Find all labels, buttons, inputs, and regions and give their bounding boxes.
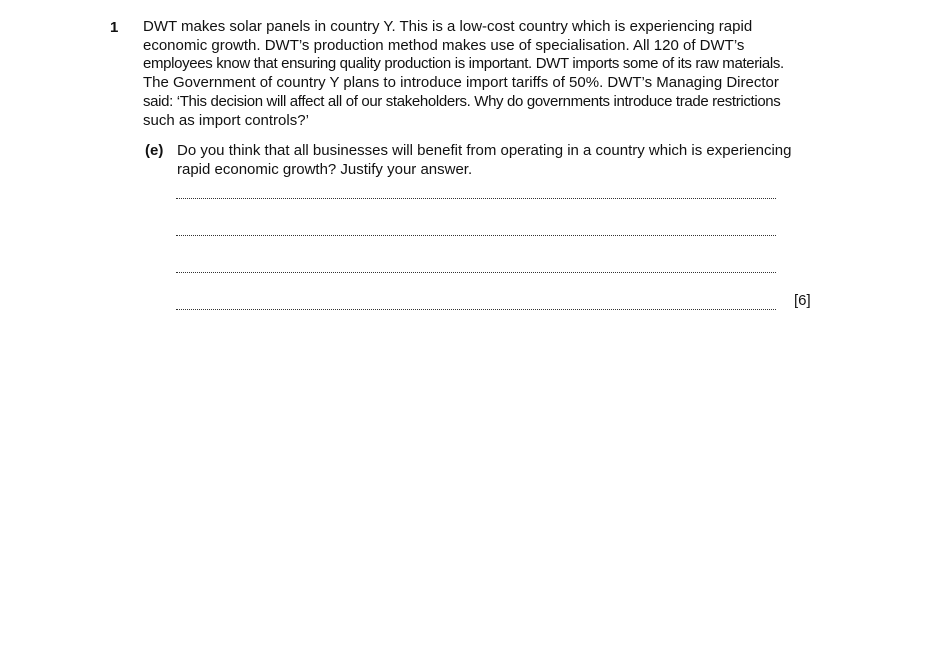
answer-line[interactable] <box>176 309 776 310</box>
question-stem <box>143 18 823 130</box>
stem-line: DWT makes solar panels in country Y. This is a low-cost country which is experiencing rapid <box>143 18 753 35</box>
part-question-line: Do you think that all businesses will benefit from operating in a country which is experiencing <box>177 142 792 159</box>
stem-line: economic growth. DWT’s production method makes use of specialisation. All 120 of DWT’s <box>143 36 745 54</box>
stem-line: The Government of country Y plans to introduce import tariffs of 50%. DWT’s Managing Director <box>143 74 779 92</box>
part-label: (e) <box>145 142 164 159</box>
answer-line[interactable] <box>176 235 776 236</box>
part-question-line: rapid economic growth? Justify your answer. <box>177 161 473 178</box>
part-question <box>177 141 837 179</box>
answer-line[interactable] <box>176 272 776 273</box>
stem-line: employees know that ensuring quality production is important. DWT imports some of its raw materials. <box>143 55 784 73</box>
stem-line: said: ‘This decision will affect all of our stakeholders. Why do governments introduce trade restrictions <box>143 92 781 110</box>
question-number: 1 <box>110 19 119 36</box>
stem-line: such as import controls?’ <box>143 111 309 129</box>
marks-allocation: [6] <box>794 292 811 309</box>
answer-line[interactable] <box>176 198 776 199</box>
